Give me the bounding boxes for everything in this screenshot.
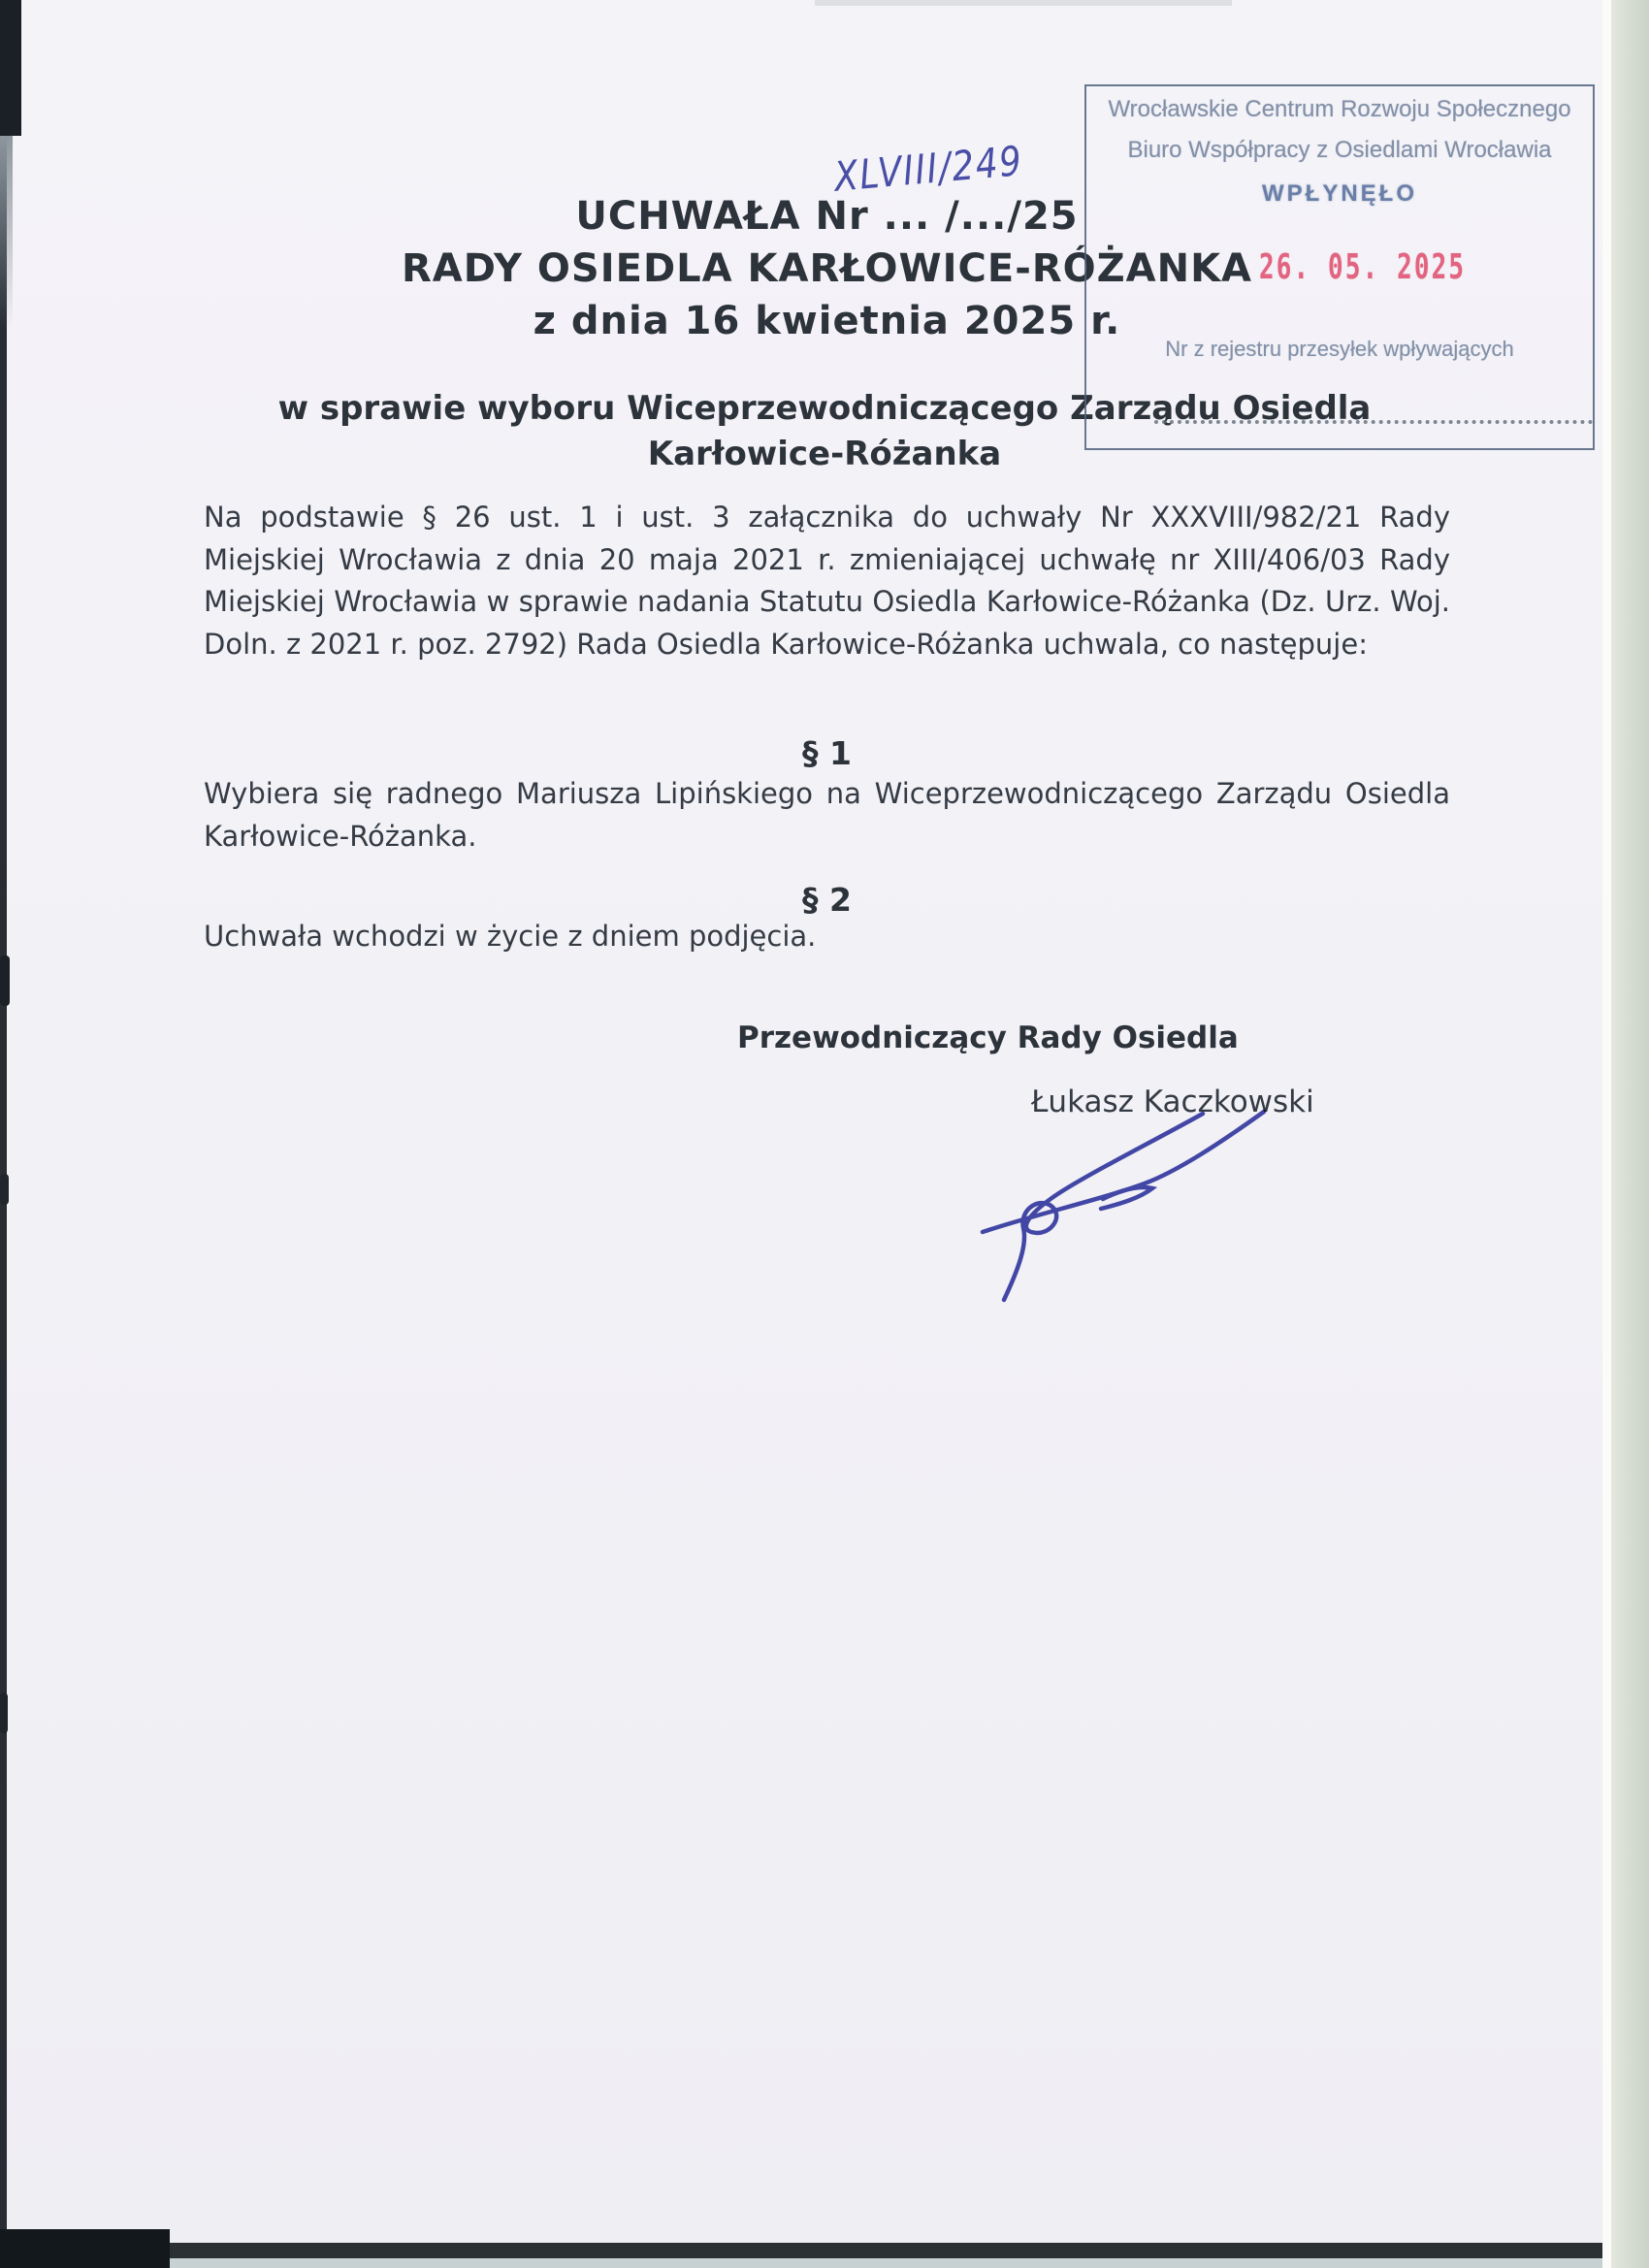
stamp-dotted-line [1154, 414, 1593, 424]
scanner-background-strip [1611, 0, 1649, 2268]
handwritten-signature [955, 1094, 1276, 1317]
section-2-heading: § 2 [802, 881, 852, 919]
paper-right-edge [1602, 0, 1611, 2268]
resolution-title-line1: UCHWAŁA Nr ... /.../25 [575, 194, 1079, 239]
resolution-subject-line1: w sprawie wyboru Wiceprzewodniczącego Zarządu Osiedla [277, 389, 1372, 428]
handwritten-resolution-number: XLVIII/249 [832, 137, 1025, 201]
scan-bottom-corner-artifact [0, 2229, 170, 2268]
scan-edge-fade-artifact [0, 136, 13, 330]
scan-left-edge-artifact [0, 0, 7, 2268]
section-1-text: Wybiera się radnego Mariusza Lipińskiego na Wiceprzewodniczącego Zarządu Osiedla Karłowice-Różanka. [204, 777, 1450, 853]
stamp-received-label: WPŁYNĘŁO [1262, 180, 1417, 207]
scan-top-smudge [815, 0, 1232, 6]
stamp-date-received: 26. 05. 2025 [1259, 247, 1467, 287]
resolution-title-line2: RADY OSIEDLA KARŁOWICE-RÓŻANKA [401, 246, 1253, 291]
signer-name: Łukasz Kaczkowski [1031, 1085, 1314, 1119]
scan-bottom-edge-light [0, 2258, 1649, 2268]
section-1-heading: § 1 [802, 734, 852, 772]
stamp-registry-label: Nr z rejestru przesyłek wpływających [1165, 337, 1514, 361]
scan-bottom-edge-artifact [0, 2243, 1649, 2258]
scan-edge-blob [0, 956, 10, 1006]
resolution-subject-line2: Karłowice-Różanka [647, 435, 1002, 473]
signer-role: Przewodniczący Rady Osiedla [737, 1021, 1239, 1055]
stamp-organization-line2: Biuro Współpracy z Osiedlami Wrocławia [1127, 137, 1552, 163]
preamble-paragraph: Na podstawie § 26 ust. 1 i ust. 3 załącznika do uchwały Nr XXXVIII/982/21 Rady Miejskiej Wrocławia z dnia 20 maja 2021 r. zmieniającej uchwałę nr XIII/406/03 Rady Miejskiej Wrocławia w sprawie nadania Statutu Osiedla Karłowice-Różanka (Dz. Urz. Woj. Doln. z 2021 r. poz. 2792) Rada Osiedla Karłowice-Różanka uchwala, co następuje: [204, 501, 1450, 661]
stamp-organization-line1: Wrocławskie Centrum Rozwoju Społecznego [1108, 96, 1571, 122]
section-2-text: Uchwała wchodzi w życie z dniem podjęcia. [204, 920, 817, 953]
scan-edge-blob [0, 1693, 8, 1733]
resolution-title-line3: z dnia 16 kwietnia 2025 r. [533, 299, 1121, 343]
scan-corner-artifact [0, 0, 21, 136]
receipt-stamp [1084, 84, 1595, 450]
scan-edge-blob [0, 1174, 9, 1205]
